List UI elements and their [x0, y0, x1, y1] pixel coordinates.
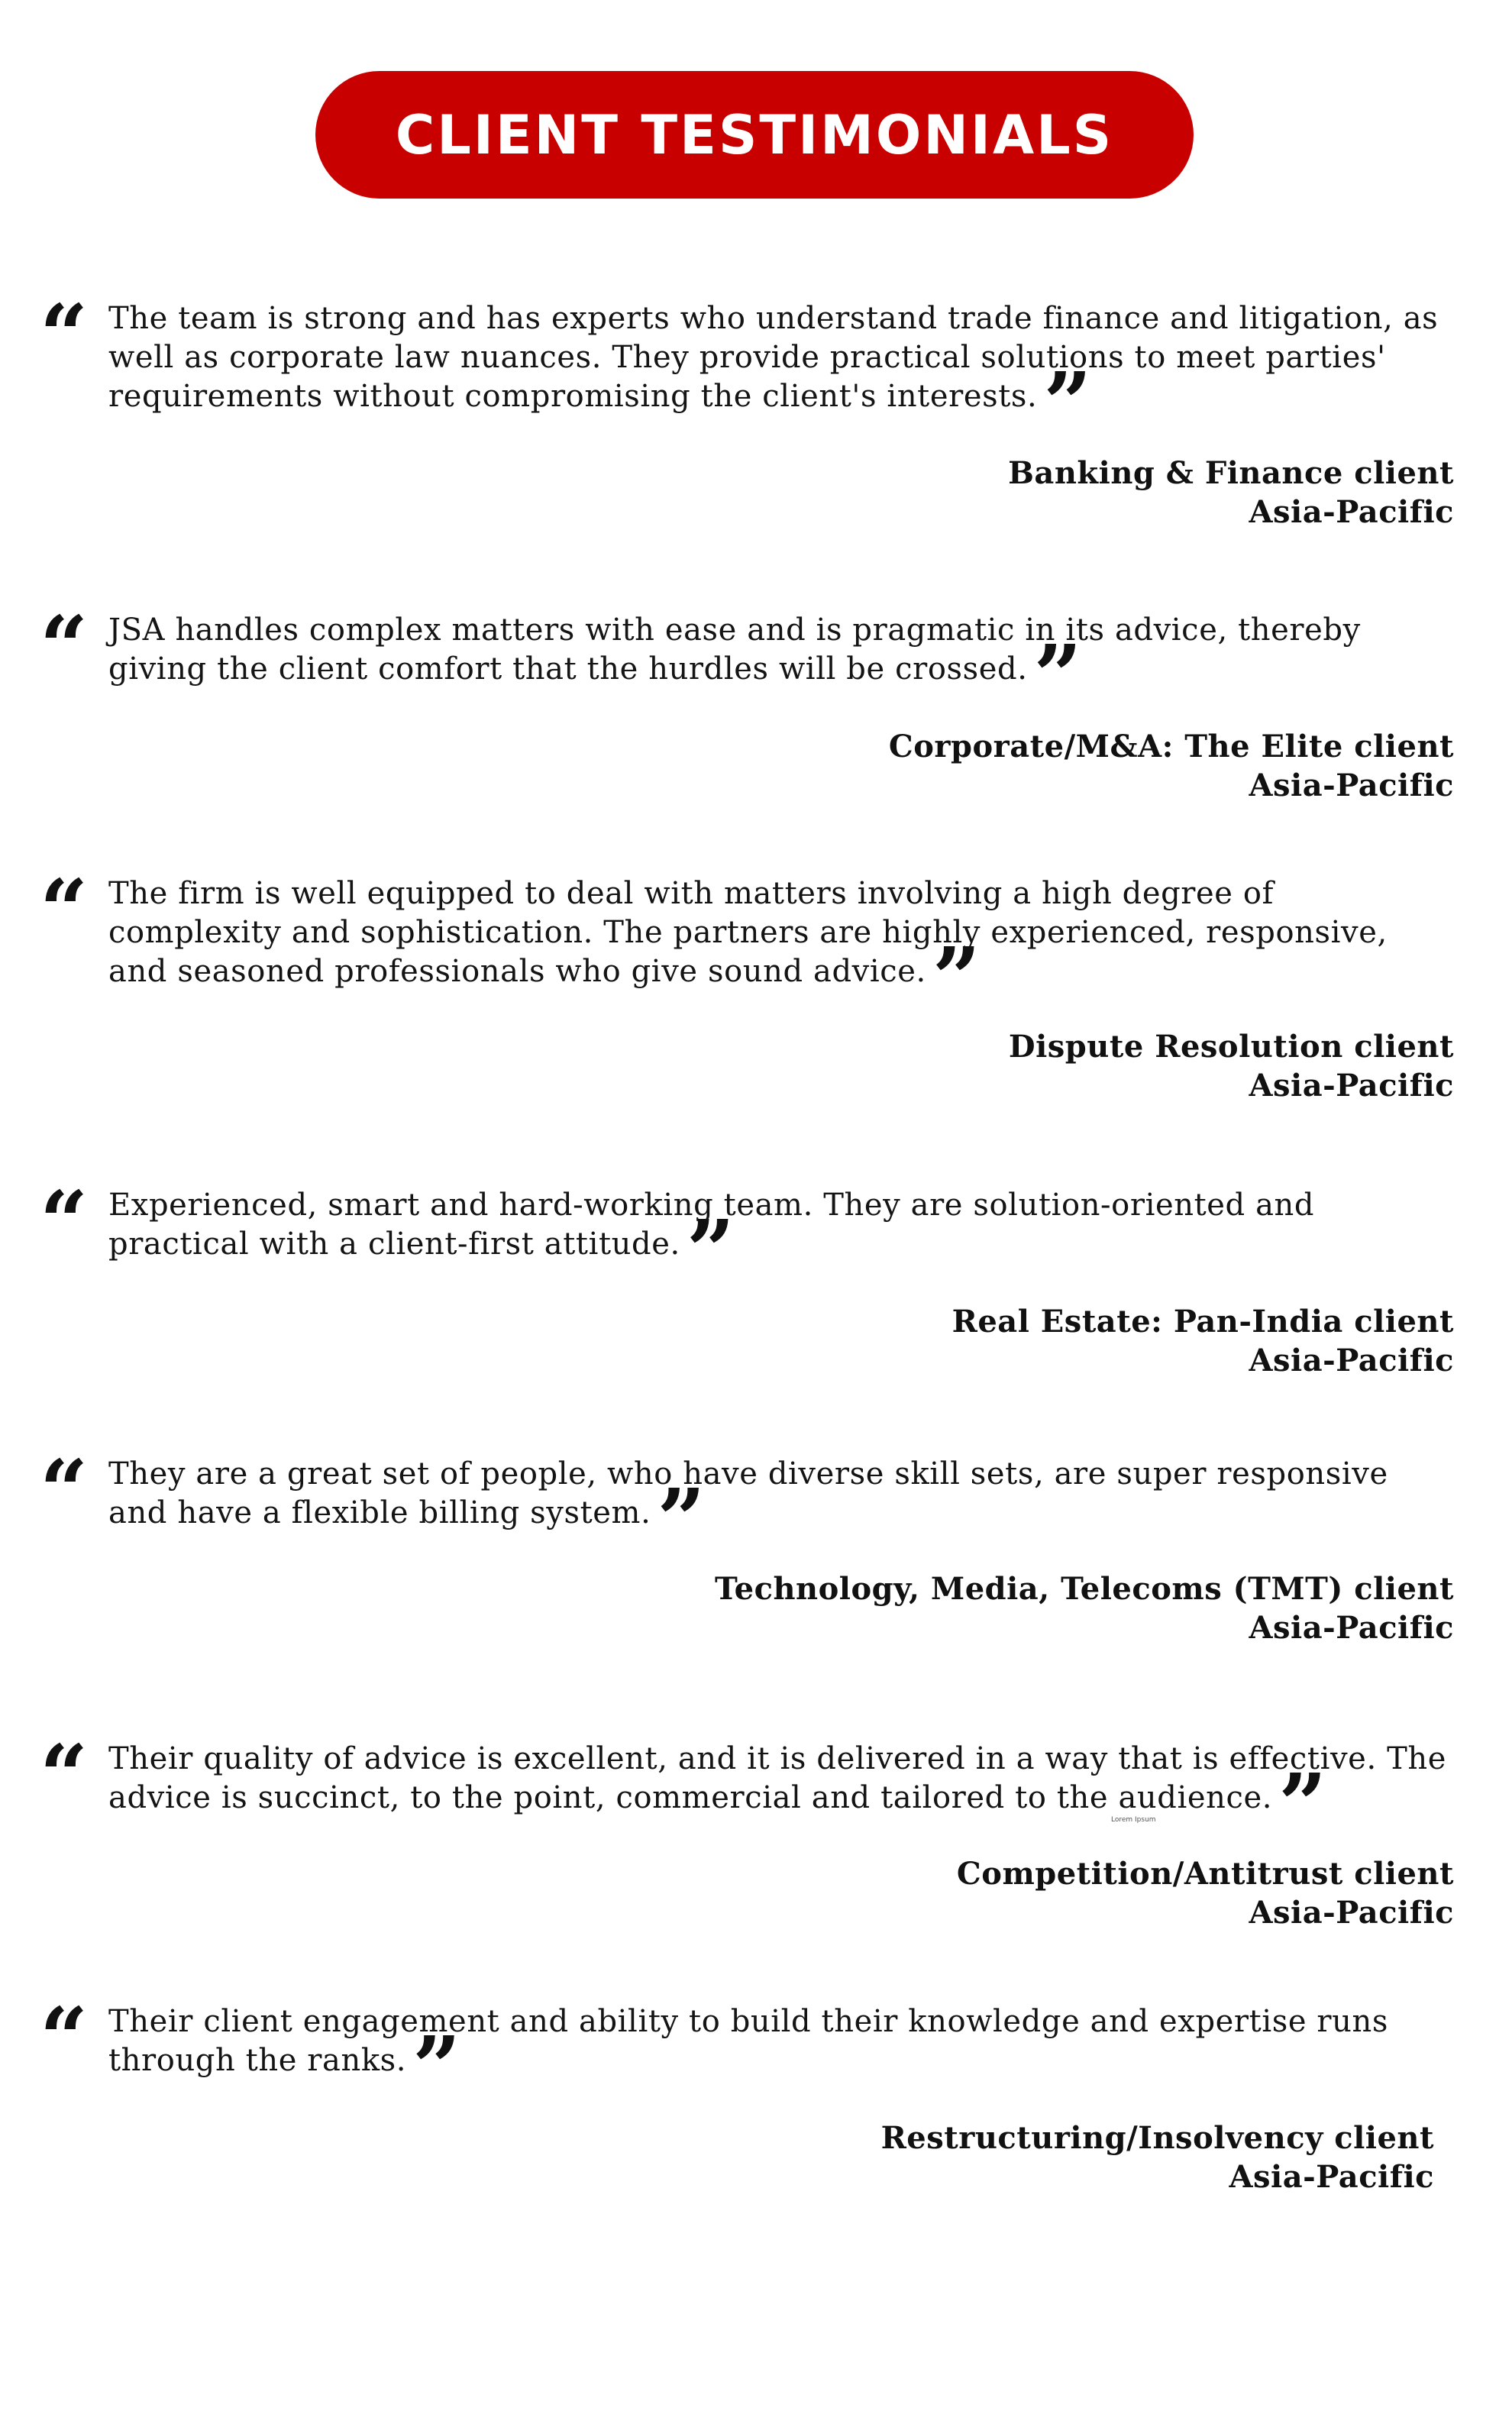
close-quote-icon: ” [1278, 1755, 1327, 1854]
testimonial-attribution [1008, 454, 1454, 532]
testimonial-quote: The firm is well equipped to deal with matters involving a high degree of complexity and sophistication. The partners are highly experienced, responsive, and seasoned professionals who give sound advice.” [108, 876, 1388, 1027]
region: Asia-Pacific [1249, 1895, 1454, 1931]
practice-area: Corporate/M&A: The Elite client [888, 729, 1454, 764]
testimonial-quote: JSA handles complex matters with ease and is pragmatic in its advice, thereby giving the client comfort that the hurdles will be crossed.” [108, 612, 1361, 725]
open-quote-icon: “ [40, 1441, 89, 1540]
practice-area: Restructuring/Insolvency client [880, 2120, 1434, 2156]
watermark-text: Lorem Ipsum [1111, 1816, 1156, 1824]
practice-area: Real Estate: Pan-India client [951, 1304, 1454, 1340]
open-quote-icon: “ [40, 1989, 89, 2087]
testimonial-quote: The team is strong and has experts who understand trade finance and litigation, as well as corporate law nuances. They provide practical solutions to meet parties' requirements without compromising the client's interests.” [108, 301, 1439, 452]
region: Asia-Pacific [1249, 1068, 1454, 1104]
practice-area: Competition/Antitrust client [956, 1856, 1454, 1892]
region: Asia-Pacific [1249, 1610, 1454, 1646]
close-quote-icon: ” [932, 929, 981, 1027]
testimonial-quote: Experienced, smart and hard-working team. They are solution-oriented and practical with a client-first attitude.” [108, 1188, 1315, 1300]
testimonial-quote: Their quality of advice is excellent, and it is delivered in a way that is effective. The advice is succinct, to the point, commercial and tailored to the audience.” [108, 1741, 1446, 1854]
testimonial-attribution [889, 727, 1454, 805]
testimonial-quote: They are a great set of people, who have diverse skill sets, are super responsive and have a flexible billing system.” [108, 1456, 1388, 1569]
open-quote-icon: “ [40, 597, 89, 696]
testimonial-attribution [952, 1302, 1454, 1380]
open-quote-icon: “ [40, 1726, 89, 1824]
header-banner [315, 71, 1194, 199]
testimonial-attribution [881, 2119, 1434, 2196]
testimonial-attribution [715, 1569, 1454, 1647]
close-quote-icon: ” [686, 1201, 735, 1300]
practice-area: Dispute Resolution client [1008, 1029, 1454, 1065]
testimonial-attribution [1009, 1027, 1454, 1105]
region: Asia-Pacific [1249, 768, 1454, 803]
close-quote-icon: ” [412, 2018, 461, 2116]
practice-area: Technology, Media, Telecoms (TMT) client [714, 1571, 1454, 1607]
region: Asia-Pacific [1229, 2159, 1434, 2195]
close-quote-icon: ” [1043, 354, 1093, 452]
open-quote-icon: “ [40, 1172, 89, 1271]
testimonial-quote: Their client engagement and ability to build their knowledge and expertise runs through the ranks.” [108, 2004, 1388, 2116]
open-quote-icon: “ [40, 861, 89, 959]
region: Asia-Pacific [1249, 494, 1454, 530]
region: Asia-Pacific [1249, 1343, 1454, 1378]
close-quote-icon: ” [657, 1470, 706, 1569]
close-quote-icon: ” [1033, 626, 1083, 725]
testimonial-attribution [957, 1854, 1454, 1932]
page-title: CLIENT TESTIMONIALS [395, 103, 1114, 166]
open-quote-icon: “ [40, 286, 89, 384]
practice-area: Banking & Finance client [1008, 455, 1454, 491]
